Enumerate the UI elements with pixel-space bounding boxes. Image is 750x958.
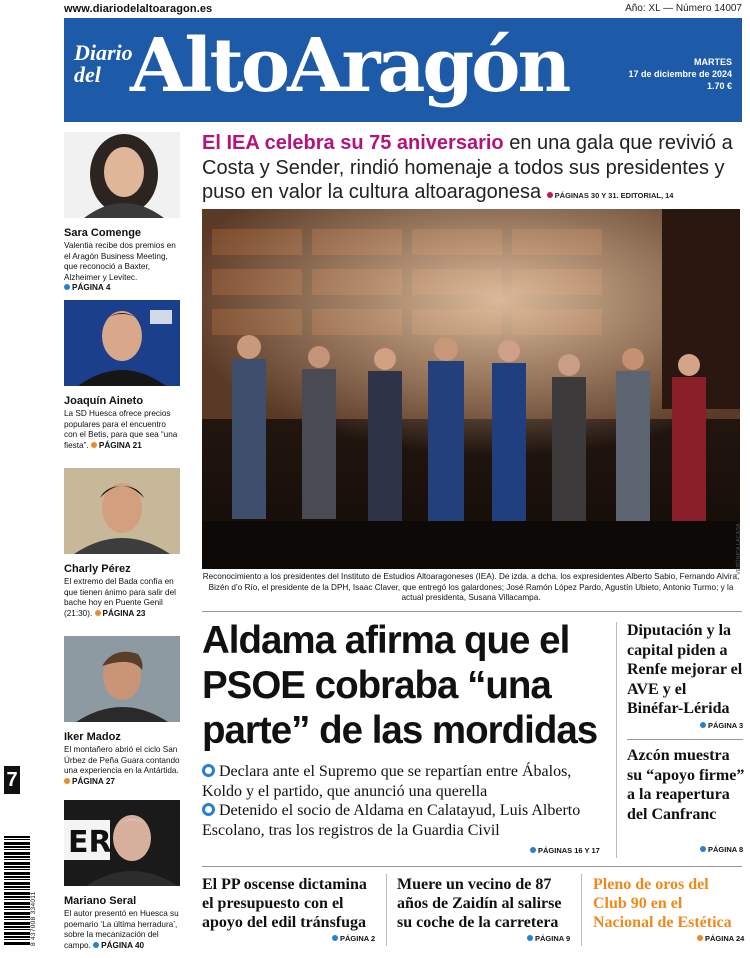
side-story-ref[interactable] [700, 721, 743, 730]
profile-desc-text: El extremo del Bada confía en que tienen ánimo para salir del bache hoy en Puente Genil (21:30). [64, 577, 176, 618]
profile-item[interactable] [64, 300, 180, 451]
divider [202, 611, 742, 612]
bullet-item [202, 801, 612, 840]
masthead-date: 17 de diciembre de 2024 [628, 69, 732, 79]
profile-desc-text: El montañero abrió el ciclo San Úrbez de Peña Guara contando una experiencia en la Antártida. [64, 745, 180, 775]
side-story-ref[interactable] [700, 845, 743, 854]
bottom-story-headline[interactable]: Muere un vecino de 87 años de Zaidín al salirse su coche de la carretera [397, 876, 562, 931]
divider [202, 866, 742, 867]
section-number: 7 [4, 766, 20, 794]
bottom-story-ref[interactable] [527, 934, 570, 943]
dot-icon [527, 935, 533, 941]
profile-ref[interactable] [93, 941, 144, 950]
dot-icon [93, 942, 99, 948]
dot-icon [697, 935, 703, 941]
bottom-story-ref[interactable] [332, 934, 375, 943]
lead-story[interactable] [202, 131, 742, 209]
bullet-item [202, 762, 612, 801]
photo-caption: Reconocimiento a los presidentes del Instituto de Estudios Altoaragoneses (IEA). De izda. a dcha. los expresidentes Alberto Sabio, Fernando Alvira, Bizén d’o Río, el presidente de la DPH, Isaac Claver, que entregó los galardones; José Ramón López Pardo, Agustín Ubieto, Antonio Turmo; y la actual presidenta, Susana Villacampa. [202, 572, 740, 602]
profile-name: Mariano Seral [64, 895, 137, 907]
profile-ref-text: PÁGINA 27 [72, 776, 115, 786]
profile-item[interactable] [64, 800, 180, 951]
profile-name: Joaquín Aineto [64, 395, 144, 407]
portrait-photo [64, 132, 180, 218]
side-ref-text: PÁGINA 3 [708, 721, 744, 730]
masthead-price: 1.70 € [706, 81, 732, 91]
masthead [64, 18, 742, 122]
issue-info: Año: XL — Número 14007 [625, 3, 742, 14]
profile-item[interactable] [64, 132, 180, 294]
profile-name: Charly Pérez [64, 563, 131, 575]
dot-icon [95, 610, 101, 616]
barcode-number: 8 437008 334011 [30, 891, 37, 946]
masthead-diario: Diario [74, 40, 133, 65]
profile-ref-text: PÁGINA 21 [98, 440, 142, 450]
masthead-title: AltoAragón [130, 23, 569, 109]
profile-desc [64, 241, 180, 294]
side-story-headline[interactable]: Azcón muestra su “apoyo firme” a la reapertura del Canfranc [627, 747, 745, 823]
masthead-day: MARTES [694, 57, 732, 67]
profile-ref[interactable] [64, 283, 110, 292]
profile-item[interactable] [64, 636, 180, 787]
bullet-text: Detenido el socio de Aldama en Calatayud, Luis Alberto Escolano, tras los registros de la Guardia Civil [202, 802, 581, 839]
main-ref[interactable] [530, 846, 600, 855]
lead-ref[interactable] [547, 191, 674, 200]
photo-credit: VERÓNICA LACASA [736, 523, 742, 575]
bottom-story-headline[interactable]: El PP oscense dictamina el presupuesto con el apoyo del edil tránsfuga [202, 876, 367, 931]
masthead-small-title [74, 42, 133, 86]
dot-icon [64, 778, 70, 784]
bullet-circle-icon [202, 803, 215, 816]
main-headline[interactable]: Aldama afirma que el PSOE cobraba “una parte” de las mordidas [202, 619, 598, 752]
portrait-photo [64, 300, 180, 386]
lead-highlight: El IEA celebra su 75 aniversario [202, 132, 504, 154]
main-photo [202, 209, 740, 569]
profile-name: Iker Madoz [64, 731, 121, 743]
dot-icon [332, 935, 338, 941]
bullet-text: Declara ante el Supremo que se repartían entre Ábalos, Koldo y el partido, que anunció una querella [202, 763, 572, 800]
bottom-story-headline[interactable]: Pleno de oros del Club 90 en el Nacional de Estética [593, 876, 732, 931]
profile-ref[interactable] [64, 777, 115, 786]
dot-icon [547, 192, 553, 198]
profile-desc [64, 409, 180, 451]
portrait-photo [64, 468, 180, 554]
profile-ref[interactable] [91, 441, 142, 450]
bullet-circle-icon [202, 764, 215, 777]
portrait-photo [64, 636, 180, 722]
barcode-icon [4, 836, 30, 946]
bottom-ref-text: PÁGINA 2 [340, 934, 376, 943]
main-bullets [202, 762, 612, 840]
profile-desc-text: Valentia recibe dos premios en el Aragón Business Meeting, que reconoció a Baxter, Alzheimer y Levitec. [64, 241, 176, 282]
masthead-del: del [74, 62, 101, 87]
masthead-date-block [628, 56, 732, 92]
portrait-photo [64, 800, 180, 886]
bottom-ref-text: PÁGINA 9 [535, 934, 571, 943]
dot-icon [700, 722, 706, 728]
profile-desc-text: El autor presentó en Huesca su poemario ‘La última herradura’, sobre la mecanización del campo. [64, 909, 179, 950]
main-ref-text: PÁGINAS 16 Y 17 [538, 846, 600, 855]
side-story-headline[interactable]: Diputación y la capital piden a Renfe mejorar el AVE y el Binéfar-Lérida [627, 622, 743, 717]
top-bar [0, 0, 750, 16]
profile-ref-text: PÁGINA 4 [72, 283, 111, 292]
profile-desc [64, 909, 180, 951]
profile-ref-text: PÁGINA 23 [102, 608, 146, 618]
site-url[interactable]: www.diariodelaltoaragon.es [64, 3, 213, 15]
side-ref-text: PÁGINA 8 [708, 845, 744, 854]
lead-ref-text: PÁGINAS 30 Y 31. EDITORIAL, 14 [554, 191, 674, 200]
bottom-ref-text: PÁGINA 24 [705, 934, 745, 943]
dot-icon [91, 442, 97, 448]
divider [581, 874, 582, 946]
lead-text: en una gala que revivió a Costa y Sender, rindió homenaje a todos sus presidentes y puso en valor la cultura altoaragonesa [202, 132, 733, 203]
divider [627, 739, 743, 740]
profile-item[interactable] [64, 468, 180, 619]
profile-desc [64, 745, 180, 787]
bottom-story-ref[interactable] [697, 934, 744, 943]
dot-icon [64, 284, 70, 290]
profile-name: Sara Comenge [64, 227, 142, 239]
profile-ref-text: PÁGINA 40 [101, 940, 145, 950]
svg-text:ER: ER [68, 825, 112, 860]
profile-ref[interactable] [95, 609, 146, 618]
divider [616, 622, 617, 858]
profile-desc [64, 577, 180, 619]
divider [386, 874, 387, 946]
dot-icon [530, 847, 536, 853]
profile-desc-text: La SD Huesca ofrece precios populares para el encuentro con el Betis, para que sea “una fiesta”. [64, 409, 178, 450]
dot-icon [700, 846, 706, 852]
